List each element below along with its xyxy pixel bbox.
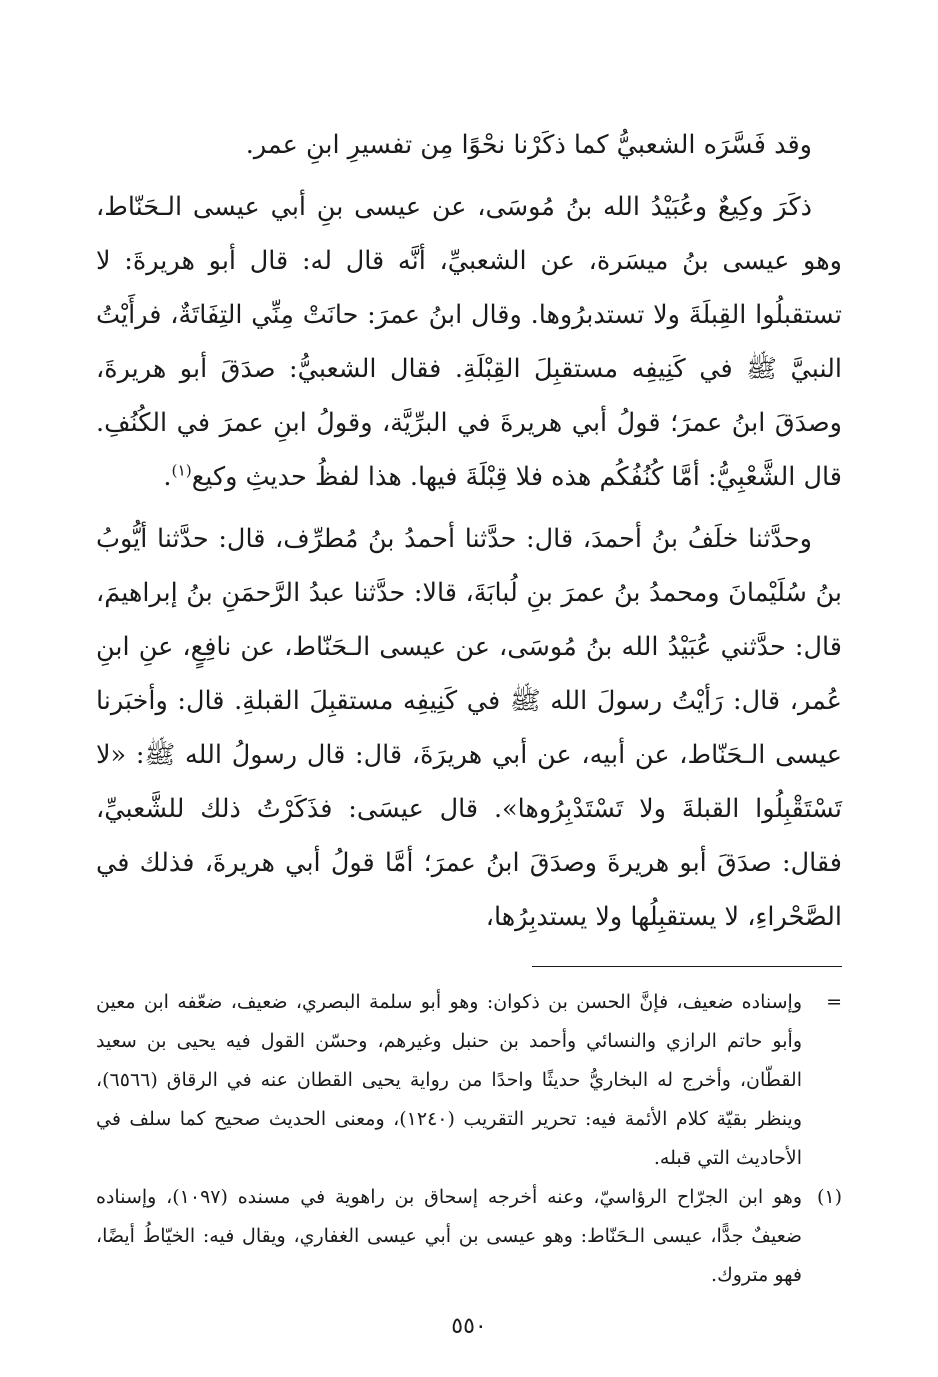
footnote-continued [96,983,842,1178]
paragraph-2-end: . [163,462,172,492]
footnote-continued-text: وإسناده ضعيف، فإنَّ الحسن بن ذكوان: وهو أبو سلمة البصري، ضعيف، ضعّفه ابن معين وأبو حاتم الرازي والنسائي وأحمد بن حنبل وغيرهم، وحسّن القول فيه يحيى بن سعيد القطّان، وأخرج له البخاريُّ حديثًا واحدًا من رواية يحيى القطان عنه في الرقاق (٦٥٦٦)، وينظر بقيّة كلام الأئمة فيه: تحرير التقريب (١٢٤٠)، ومعنى الحديث صحيح كما سلف في الأحاديث التي قبله. [96,991,802,1169]
footnote-separator [532,966,842,967]
footnotes [96,983,842,1295]
main-text [96,118,842,944]
footnote-1-text: وهو ابن الجرّاح الرؤاسيّ، وعنه أخرجه إسحاق بن راهوية في مسنده (١٠٩٧)، وإسناده ضعيفٌ جدًّا، عيسى الـحَنّاط: وهو عيسى بن أبي عيسى الغفاري، ويقال فيه: الخيّاطُ أيضًا، فهو متروك. [96,1186,802,1286]
paragraph-2-text: ذكَرَ وكِيعٌ وعُبَيْدُ الله بنُ مُوسَى، عن عيسى بنِ أبي عيسى الـحَنّاط، وهو عيسى بنُ ميسَرة، عن الشعبيِّ، أنَّه قال له: قال أبو هريرةَ: لا تستقبلُوا القِبلَةَ ولا تستدبرُوها. وقال ابنُ عمرَ: حانَتْ مِنِّي التِفَاتَةٌ، فرأَيْتُ النبيَّ ﷺ في كَنِيفِه مستقبِلَ القِبْلَةِ. فقال الشعبيُّ: صدَقَ أبو هريرةَ، وصدَقَ ابنُ عمرَ؛ قولُ أبي هريرةَ في البرِّيَّة، وقولُ ابنِ عمرَ في الكُنُفِ. قال الشَّعْبِيُّ: أمَّا كُنُفُكُم هذه فلا قِبْلَةَ فيها. هذا لفظُ حديثِ وكيع [96,192,842,492]
footnote-continued-marker: = [826,991,842,1013]
footnote-ref-1[interactable]: (١) [171,461,192,480]
page-number: ٥٥٠ [451,1314,487,1339]
paragraph-1: وقد فَسَّرَه الشعبيُّ كما ذكَرْنا نحْوًا مِن تفسيرِ ابنِ عمر. [245,130,812,160]
paragraph-2 [96,180,842,504]
footnote-1-marker: (١) [816,1186,842,1208]
footnote-1 [96,1178,842,1295]
paragraph-3: وحدَّثنا خلَفُ بنُ أحمدَ، قال: حدَّثنا أحمدُ بنُ مُطرِّف، قال: حدَّثنا أيُّوبُ بنُ سُلَيْمانَ ومحمدُ بنُ عمرَ بنِ لُبابَةَ، قالا: حدَّثنا عبدُ الرَّحمَنِ بنُ إبراهيمَ، قال: حدَّثني عُبَيْدُ الله بنُ مُوسَى، عن عيسى الـحَنّاط، عن نافِعٍ، عنِ ابنِ عُمر، قال: رَأيْتُ رسولَ الله ﷺ في كَنِيفِه مستقبِلَ القبلةِ. قال: وأخبَرنا عيسى الـحَنّاط، عن أبيه، عن أبي هريرَةَ، قال: قال رسولُ الله ﷺ: «لا تَسْتَقْبِلُوا القبلةَ ولا تَسْتَدْبِرُوها». قال عيسَى: فذَكَرْتُ ذلك للشَّعبيِّ، فقال: صدَقَ أبو هريرةَ وصدَقَ ابنُ عمرَ؛ أمَّا قولُ أبي هريرةَ، فذلك في الصَّحْراءِ، لا يستقبِلُها ولا يستدبِرُها، [96,524,842,932]
